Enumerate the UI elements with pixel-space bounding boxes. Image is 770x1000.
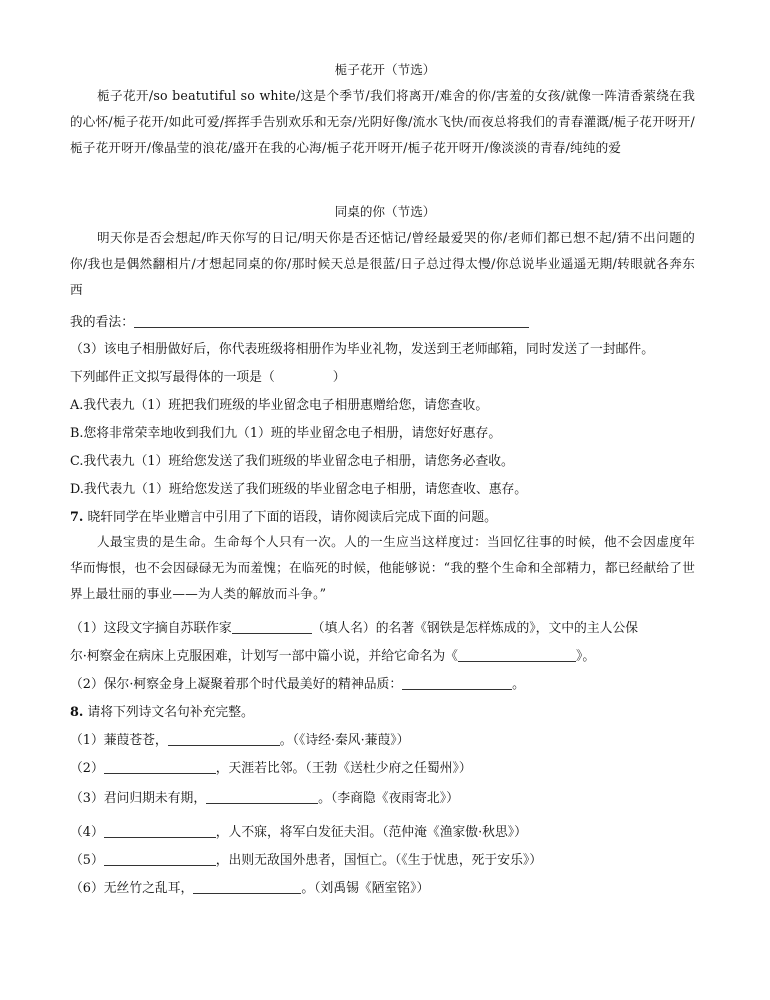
q8-item-5-blank[interactable] bbox=[104, 852, 216, 866]
spirit-quality-blank[interactable] bbox=[402, 676, 512, 690]
q8-item-2 bbox=[70, 757, 472, 776]
q8-item-2-blank[interactable] bbox=[104, 760, 216, 774]
q8-item-3-post: 。（李商隐《夜雨寄北》） bbox=[318, 791, 459, 806]
q8-item-4-blank[interactable] bbox=[104, 824, 216, 838]
q8-item-6-post: 。（刘禹锡《陋室铭》） bbox=[301, 881, 430, 896]
my-view-answer-blank[interactable] bbox=[134, 313, 529, 328]
q7-sub1-text-c: 尔·柯察金在病床上克服困难，计划写一部中篇小说，并给它命名为《 bbox=[70, 649, 458, 664]
q7-sub1-text-d: 》。 bbox=[575, 649, 596, 664]
q7-number: 7. bbox=[70, 510, 84, 525]
q3-option-a: A.我代表九（1）班把我们班级的毕业留念电子相册惠赠给您，请您查收。 bbox=[70, 398, 489, 413]
poem2-title: 同桌的你（节选） bbox=[334, 204, 436, 219]
q8-item-4-pre: （4） bbox=[70, 825, 104, 840]
q8-item-1-pre: （1）蒹葭苍苍， bbox=[70, 733, 168, 748]
poem1-body: 栀子花开/so beatutiful so white/这是个季节/我们将离开/难舍的你/害羞的女孩/就像一阵清香萦绕在我的心怀/栀子花开/如此可爱/挥挥手告别欢乐和无奈/光阴好像/流水飞快/而夜总将我们的青春灌溉/栀子花开呀开/栀子花开呀开/像晶莹的浪花/盛开在我的心海/栀子花开呀开/栀子花开呀开/像淡淡的青春/纯纯的爱 bbox=[70, 88, 695, 155]
author-name-blank[interactable] bbox=[232, 620, 312, 634]
q8-item-5-post: ，出则无敌国外患者，国恒亡。（《生于忧患，死于安乐》） bbox=[215, 853, 543, 868]
q7-sub2-period: 。 bbox=[512, 677, 525, 692]
q7-sub1-line1 bbox=[70, 617, 638, 636]
q3-line1: （3）该电子相册做好后，你代表班级将相册作为毕业礼物，发送到王老师邮箱，同时发送了一封邮件。 bbox=[70, 342, 655, 357]
q7-sub2 bbox=[70, 673, 525, 692]
q8-header bbox=[70, 701, 254, 720]
q8-item-3 bbox=[70, 787, 459, 806]
q8-item-6-pre: （6）无丝竹之乱耳， bbox=[70, 881, 194, 896]
q8-item-3-blank[interactable] bbox=[206, 790, 318, 804]
q8-item-1-blank[interactable] bbox=[168, 732, 280, 746]
q3-close-paren: ） bbox=[332, 370, 346, 385]
q3-option-c: C.我代表九（1）班给您发送了我们班级的毕业留念电子相册，请您务必查收。 bbox=[70, 454, 514, 469]
my-view-row bbox=[70, 311, 529, 330]
q8-item-1 bbox=[70, 729, 409, 748]
q8-item-4-post: ，人不寐，将军白发征夫泪。（范仲淹《渔家傲·秋思》） bbox=[215, 825, 527, 840]
q8-item-4 bbox=[70, 821, 527, 840]
q7-passage: 人最宝贵的是生命。生命每个人只有一次。人的一生应当这样度过：当回忆往事的时候，他不会因虚度年华而悔恨，也不会因碌碌无为而羞愧；在临死的时候，他能够说：“我的整个生命和全部精力，都已经献给了世界上最壮丽的事业——为人类的解放而斗争。” bbox=[70, 534, 695, 601]
q8-item-6 bbox=[70, 877, 429, 896]
q8-prompt: 请将下列诗文名句补充完整。 bbox=[87, 705, 254, 720]
q8-item-6-blank[interactable] bbox=[193, 880, 301, 894]
q8-item-3-pre: （3）君问归期未有期， bbox=[70, 791, 207, 806]
q7-sub1-line2 bbox=[70, 645, 595, 664]
q7-header bbox=[70, 506, 497, 525]
q7-prompt: 晓轩同学在毕业赠言中引用了下面的语段，请你阅读后完成下面的问题。 bbox=[87, 510, 497, 525]
q3-option-b: B.您将非常荣幸地收到我们九（1）班的毕业留念电子相册，请您好好惠存。 bbox=[70, 426, 502, 441]
novel-title-blank[interactable] bbox=[458, 648, 576, 662]
q3-question-text: 下列邮件正文拟写最得体的一项是（ bbox=[70, 370, 275, 385]
q8-number: 8. bbox=[70, 705, 84, 720]
q7-sub2-text: （2）保尔·柯察金身上凝聚着那个时代最美好的精神品质： bbox=[70, 677, 403, 692]
q8-item-2-pre: （2） bbox=[70, 761, 104, 776]
q8-item-5 bbox=[70, 849, 542, 868]
q3-line2 bbox=[70, 366, 346, 385]
q7-sub1-text-b: （填人名）的名著《钢铁是怎样炼成的》，文中的主人公保 bbox=[311, 621, 639, 636]
poem1-title: 栀子花开（节选） bbox=[334, 62, 436, 77]
my-view-label: 我的看法： bbox=[70, 315, 134, 330]
poem2-body: 明天你是否会想起/昨天你写的日记/明天你是否还惦记/曾经最爱哭的你/老师们都已想不起/猜不出问题的你/我也是偶然翻相片/才想起同桌的你/那时候天总是很蓝/日子总过得太慢/你总说毕业遥遥无期/转眼就各奔东西 bbox=[70, 230, 695, 297]
q3-option-d: D.我代表九（1）班给您发送了我们班级的毕业留念电子相册，请您查收、惠存。 bbox=[70, 482, 528, 497]
q8-item-2-post: ，天涯若比邻。（王勃《送杜少府之任蜀州》） bbox=[215, 761, 472, 776]
q8-item-1-post: 。（《诗经·秦风·蒹葭》） bbox=[279, 733, 410, 748]
q7-sub1-text-a: （1）这段文字摘自苏联作家 bbox=[70, 621, 232, 636]
q8-item-5-pre: （5） bbox=[70, 853, 104, 868]
